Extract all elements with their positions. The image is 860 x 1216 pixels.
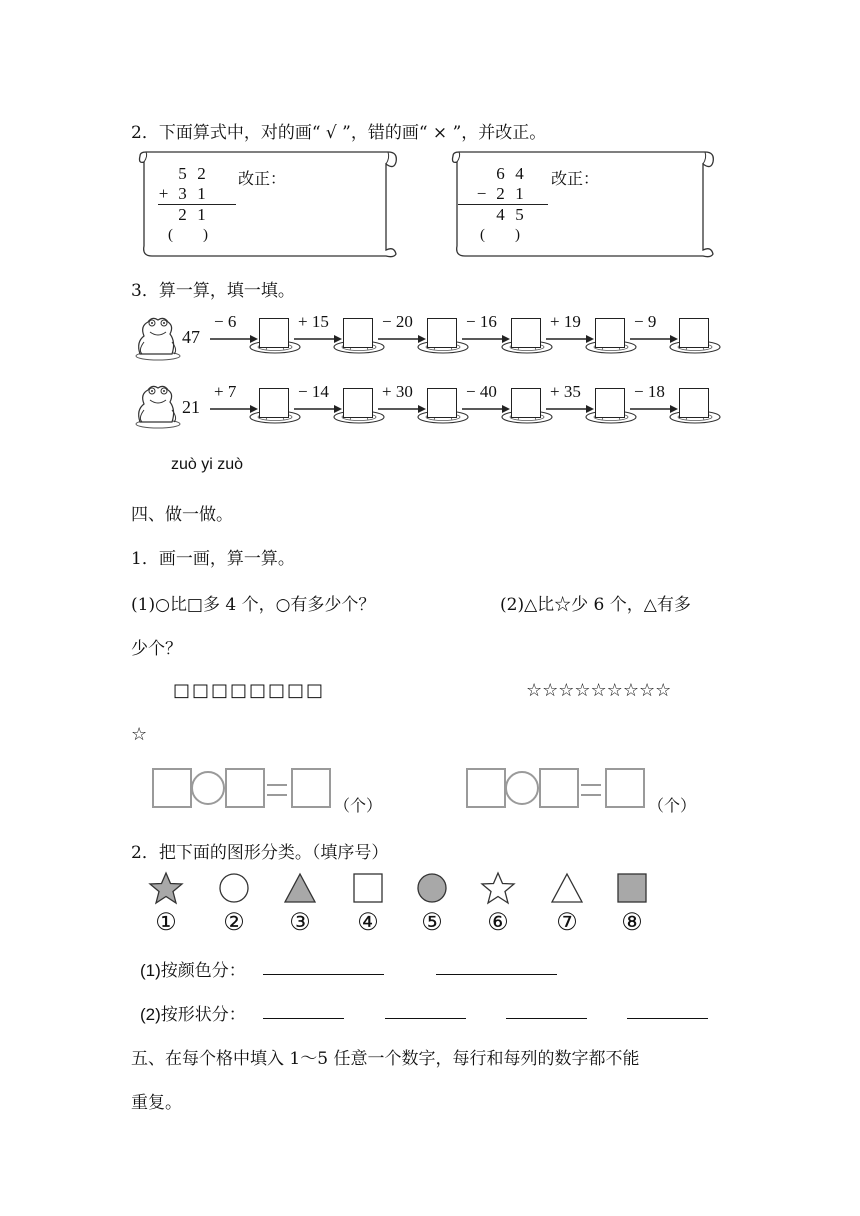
digit: 2	[178, 205, 187, 224]
filled-triangle-icon	[285, 874, 315, 902]
star-row: ☆☆☆☆☆☆☆☆☆	[526, 680, 672, 701]
shape-label: ⑤	[421, 908, 443, 936]
empty-square-icon	[354, 874, 382, 902]
answer-line[interactable]	[627, 1018, 708, 1019]
problem-1-text: (1)○比□多 4 个，○有多少个？	[131, 595, 376, 615]
operator-circle[interactable]	[191, 771, 225, 805]
chain2-start: 21	[182, 397, 200, 417]
shape-label: ⑧	[621, 908, 643, 936]
operation-label: + 7	[214, 382, 237, 401]
answer-box[interactable]	[539, 768, 579, 808]
empty-circle-icon	[220, 874, 248, 902]
answer-box[interactable]	[427, 388, 457, 418]
frog-icon	[130, 312, 182, 362]
digit: 2	[496, 184, 505, 203]
answer-box[interactable]	[225, 768, 265, 808]
shapes-row	[148, 870, 668, 910]
answer-box[interactable]	[595, 318, 625, 348]
answer-box[interactable]	[466, 768, 506, 808]
shape-label: ④	[357, 908, 379, 936]
digit: 1	[197, 205, 206, 224]
filled-circle-icon	[418, 874, 446, 902]
unit-label: （个）	[648, 796, 697, 815]
operation-label: + 19	[550, 312, 581, 331]
operation-label: + 30	[382, 382, 413, 401]
digit: 4	[515, 164, 524, 183]
filled-star-icon	[150, 873, 182, 903]
shape-label: ②	[223, 908, 245, 936]
answer-box[interactable]	[291, 768, 331, 808]
answer-box[interactable]	[427, 318, 457, 348]
star-row-overflow: ☆	[131, 724, 148, 745]
answer-box[interactable]	[679, 388, 709, 418]
section4-title: 四、做一做。	[131, 505, 233, 525]
shape-label: ⑦	[556, 908, 578, 936]
fix-label-left: 改正：	[238, 169, 287, 188]
q2-title: 2．下面算式中，对的画“ √ ”，错的画“ × ”，并改正。	[131, 123, 547, 143]
answer-line[interactable]	[506, 1018, 587, 1019]
digit: 6	[496, 164, 505, 183]
digit: 3	[178, 184, 187, 203]
classify-by-shape-label: (2)按形状分：	[140, 1005, 246, 1024]
equals-sign	[267, 784, 287, 796]
digit: 1	[197, 184, 206, 203]
digit	[472, 164, 491, 184]
operator: +	[158, 184, 169, 203]
answer-line[interactable]	[263, 1018, 344, 1019]
shape-label: ③	[289, 908, 311, 936]
answer-box[interactable]	[259, 318, 289, 348]
answer-paren[interactable]: ( )	[168, 227, 208, 243]
fix-label-right: 改正：	[551, 169, 600, 188]
digit: 2	[197, 164, 206, 183]
answer-paren[interactable]: ( )	[480, 227, 520, 243]
vertical-calc-left	[154, 164, 236, 245]
pinyin-annotation: zuò yi zuò	[171, 456, 244, 473]
q41-title: 1．画一画，算一算。	[131, 549, 295, 569]
empty-triangle-icon	[552, 874, 582, 902]
digit: 5	[515, 205, 524, 224]
operation-label: − 14	[298, 382, 329, 401]
operation-label: + 15	[298, 312, 329, 331]
chain1-start: 47	[182, 327, 200, 347]
problem-2-text-a: (2)△比☆少 6 个，△有多	[500, 595, 691, 615]
digit	[154, 164, 173, 184]
operation-label: − 18	[634, 382, 665, 401]
vertical-calc-right	[472, 164, 548, 245]
unit-label: （个）	[334, 796, 383, 815]
operation-label: + 35	[550, 382, 581, 401]
section5-line2: 重复。	[131, 1093, 182, 1113]
answer-line[interactable]	[263, 974, 384, 975]
shape-label: ⑥	[487, 908, 509, 936]
operator: −	[476, 184, 487, 203]
operation-label: − 16	[466, 312, 497, 331]
digit	[154, 205, 173, 225]
filled-square-icon	[618, 874, 646, 902]
digit: 5	[178, 164, 187, 183]
answer-box[interactable]	[605, 768, 645, 808]
q3-title: 3．算一算，填一填。	[131, 281, 295, 301]
equals-sign	[581, 784, 601, 796]
q42-title: 2．把下面的图形分类。（填序号）	[131, 843, 389, 863]
operation-label: − 6	[214, 312, 237, 331]
answer-box[interactable]	[152, 768, 192, 808]
classify-by-color-label: (1)按颜色分：	[140, 961, 246, 980]
empty-star-icon	[482, 873, 514, 903]
operation-label: − 9	[634, 312, 657, 331]
operation-label: − 40	[466, 382, 497, 401]
answer-box[interactable]	[595, 388, 625, 418]
answer-box[interactable]	[343, 318, 373, 348]
operator-circle[interactable]	[505, 771, 539, 805]
answer-box[interactable]	[511, 388, 541, 418]
square-row: □□□□□□□□	[173, 680, 326, 701]
digit: 4	[496, 205, 505, 224]
frog-icon	[130, 380, 182, 430]
answer-line[interactable]	[436, 974, 557, 975]
answer-box[interactable]	[259, 388, 289, 418]
digit	[472, 205, 491, 225]
answer-box[interactable]	[343, 388, 373, 418]
section5-line1: 五、在每个格中填入 1～5 任意一个数字，每行和每列的数字都不能	[131, 1049, 640, 1069]
problem-2-text-b: 少个？	[131, 639, 182, 659]
operation-label: − 20	[382, 312, 413, 331]
answer-box[interactable]	[511, 318, 541, 348]
answer-box[interactable]	[679, 318, 709, 348]
answer-line[interactable]	[385, 1018, 466, 1019]
shape-label: ①	[155, 908, 177, 936]
digit: 1	[515, 184, 524, 203]
